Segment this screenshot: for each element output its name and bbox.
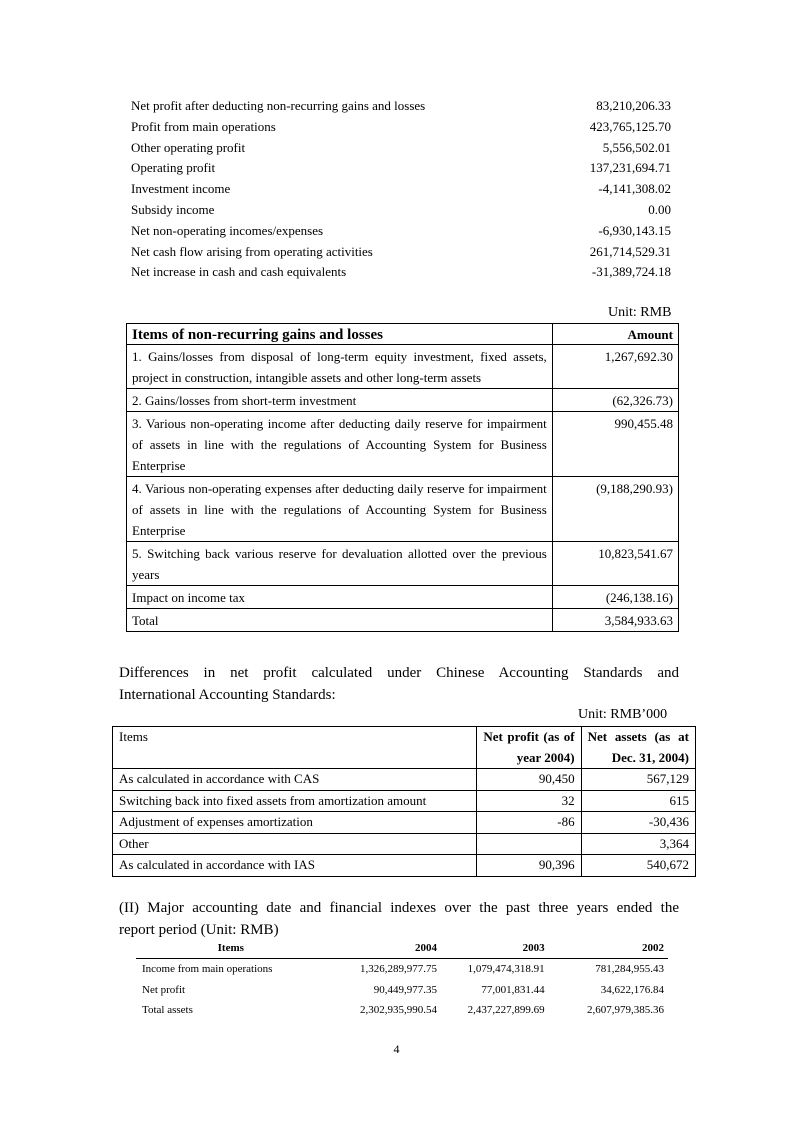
table-row xyxy=(127,586,679,609)
row-amount: (62,326.73) xyxy=(552,389,678,412)
row-item: 4. Various non-operating expenses after deducting daily reserve for impairment of assets in line with the regulations of Accounting System for Business Enterprise xyxy=(127,477,553,542)
key-figure-row xyxy=(131,179,671,200)
row-amount: (9,188,290.93) xyxy=(552,477,678,542)
key-figure-value: 0.00 xyxy=(648,201,671,217)
row-amount: 1,267,692.30 xyxy=(552,345,678,389)
table-header-row xyxy=(136,938,668,959)
row-value-2002: 34,622,176.84 xyxy=(600,983,664,996)
row-item: 1. Gains/losses from disposal of long-term equity investment, fixed assets, project in construction, intangible assets and other long-term assets xyxy=(127,345,553,389)
header-items: Items xyxy=(113,727,477,769)
table-row xyxy=(113,769,696,791)
key-figure-label: Other operating profit xyxy=(131,139,246,155)
differences-unit-label: Unit: RMB’000 xyxy=(578,707,668,722)
row-value-2003: 1,079,474,318.91 xyxy=(467,963,545,976)
key-figure-label: Subsidy income xyxy=(131,201,215,217)
row-item: As calculated in accordance with CAS xyxy=(113,769,477,791)
header-year-2003: 2003 xyxy=(441,938,549,959)
major-data-intro xyxy=(119,898,679,941)
key-figure-value: 423,765,125.70 xyxy=(589,118,671,134)
table-row xyxy=(127,389,679,412)
row-item: 3. Various non-operating income after deducting daily reserve for impairment of assets in line with the regulations of Accounting System for Business Enterprise xyxy=(127,412,553,477)
key-figure-value: -6,930,143.15 xyxy=(598,222,671,238)
key-figure-label: Net cash flow arising from operating activities xyxy=(131,243,373,259)
key-figure-row xyxy=(131,117,671,138)
table-row xyxy=(136,980,668,1001)
key-figure-label: Investment income xyxy=(131,181,231,197)
key-figure-value: -4,141,308.02 xyxy=(598,181,671,197)
row-item: Total assets xyxy=(142,1004,193,1017)
table-row xyxy=(113,790,696,812)
header-item: Items of non-recurring gains and losses xyxy=(127,324,553,345)
row-net-assets: 567,129 xyxy=(581,769,695,791)
header-net-profit: Net profit (as of year 2004) xyxy=(477,727,581,769)
major-data-intro-line: (II) Major accounting date and financial indexes over the past three years ended the xyxy=(119,900,679,916)
table-row xyxy=(113,812,696,834)
non-recurring-table xyxy=(126,323,679,632)
key-figure-label: Net increase in cash and cash equivalents xyxy=(131,264,347,280)
key-figure-row xyxy=(131,158,671,179)
table-row xyxy=(113,833,696,855)
major-data-intro-line: report period (Unit: RMB) xyxy=(119,921,279,938)
row-value-2004: 90,449,977.35 xyxy=(373,983,438,996)
row-item: Total xyxy=(127,609,553,632)
key-figure-row xyxy=(131,221,671,242)
header-amount: Amount xyxy=(552,324,678,345)
key-figure-value: 83,210,206.33 xyxy=(596,98,671,113)
key-figure-row xyxy=(131,96,671,117)
key-figure-label: Operating profit xyxy=(131,160,216,176)
table-row xyxy=(127,345,679,389)
non-recurring-unit-label: Unit: RMB xyxy=(608,305,672,320)
key-figure-row xyxy=(131,138,671,159)
row-item: 5. Switching back various reserve for devaluation allotted over the previous years xyxy=(127,542,553,586)
row-net-assets: 3,364 xyxy=(581,833,695,855)
row-amount: (246,138.16) xyxy=(552,586,678,609)
row-value-2004: 1,326,289,977.75 xyxy=(360,963,438,976)
row-value-2003: 2,437,227,899.69 xyxy=(467,1004,545,1017)
row-amount: 10,823,541.67 xyxy=(552,542,678,586)
row-item: Other xyxy=(113,833,477,855)
row-net-profit: 90,396 xyxy=(477,855,581,877)
key-figure-label: Net non-operating incomes/expenses xyxy=(131,222,324,238)
row-item: Switching back into fixed assets from amortization amount xyxy=(113,790,477,812)
row-net-profit: -86 xyxy=(477,812,581,834)
key-figure-row xyxy=(131,262,671,283)
header-items: Items xyxy=(136,938,324,959)
table-row xyxy=(136,959,668,980)
key-figure-value: 137,231,694.71 xyxy=(589,160,671,176)
row-net-assets: 540,672 xyxy=(581,855,695,877)
key-figure-label: Net profit after deducting non-recurring gains and losses xyxy=(131,98,426,113)
table-row xyxy=(136,1000,668,1021)
row-amount: 990,455.48 xyxy=(552,412,678,477)
row-net-profit: 90,450 xyxy=(477,769,581,791)
table-row xyxy=(127,412,679,477)
key-figure-value: 261,714,529.31 xyxy=(589,243,671,259)
table-row xyxy=(127,542,679,586)
table-header-row xyxy=(127,324,679,345)
row-net-profit: 32 xyxy=(477,790,581,812)
differences-intro xyxy=(119,663,679,706)
row-amount: 3,584,933.63 xyxy=(552,609,678,632)
row-item: 2. Gains/losses from short-term investment xyxy=(127,389,553,412)
row-value-2004: 2,302,935,990.54 xyxy=(360,1004,438,1017)
page-number: 4 xyxy=(393,1042,400,1056)
row-item: Net profit xyxy=(142,983,186,996)
row-net-assets: 615 xyxy=(581,790,695,812)
differences-table xyxy=(112,726,696,877)
row-value-2002: 781,284,955.43 xyxy=(595,963,664,976)
row-value-2003: 77,001,831.44 xyxy=(481,983,545,996)
row-net-assets: -30,436 xyxy=(581,812,695,834)
key-figure-value: 5,556,502.01 xyxy=(602,139,671,155)
key-figure-row xyxy=(131,242,671,263)
table-row xyxy=(113,855,696,877)
row-item: As calculated in accordance with IAS xyxy=(113,855,477,877)
key-figure-value: -31,389,724.18 xyxy=(591,264,671,280)
row-value-2002: 2,607,979,385.36 xyxy=(587,1004,664,1017)
key-figures-list xyxy=(131,96,671,283)
row-item: Income from main operations xyxy=(142,963,273,976)
table-total-row xyxy=(127,609,679,632)
header-net-assets: Net assets (as at Dec. 31, 2004) xyxy=(581,727,695,769)
table-row xyxy=(127,477,679,542)
key-figure-label: Profit from main operations xyxy=(131,118,276,134)
key-figure-row xyxy=(131,200,671,221)
row-item: Impact on income tax xyxy=(127,586,553,609)
header-year-2004: 2004 xyxy=(324,938,441,959)
differences-intro-line: International Accounting Standards: xyxy=(119,686,336,703)
header-year-2002: 2002 xyxy=(549,938,668,959)
row-item: Adjustment of expenses amortization xyxy=(113,812,477,834)
table-header-row xyxy=(113,727,696,769)
major-data-table xyxy=(136,938,668,1021)
differences-intro-line: Differences in net profit calculated under Chinese Accounting Standards and xyxy=(119,665,679,681)
row-net-profit xyxy=(477,833,581,855)
